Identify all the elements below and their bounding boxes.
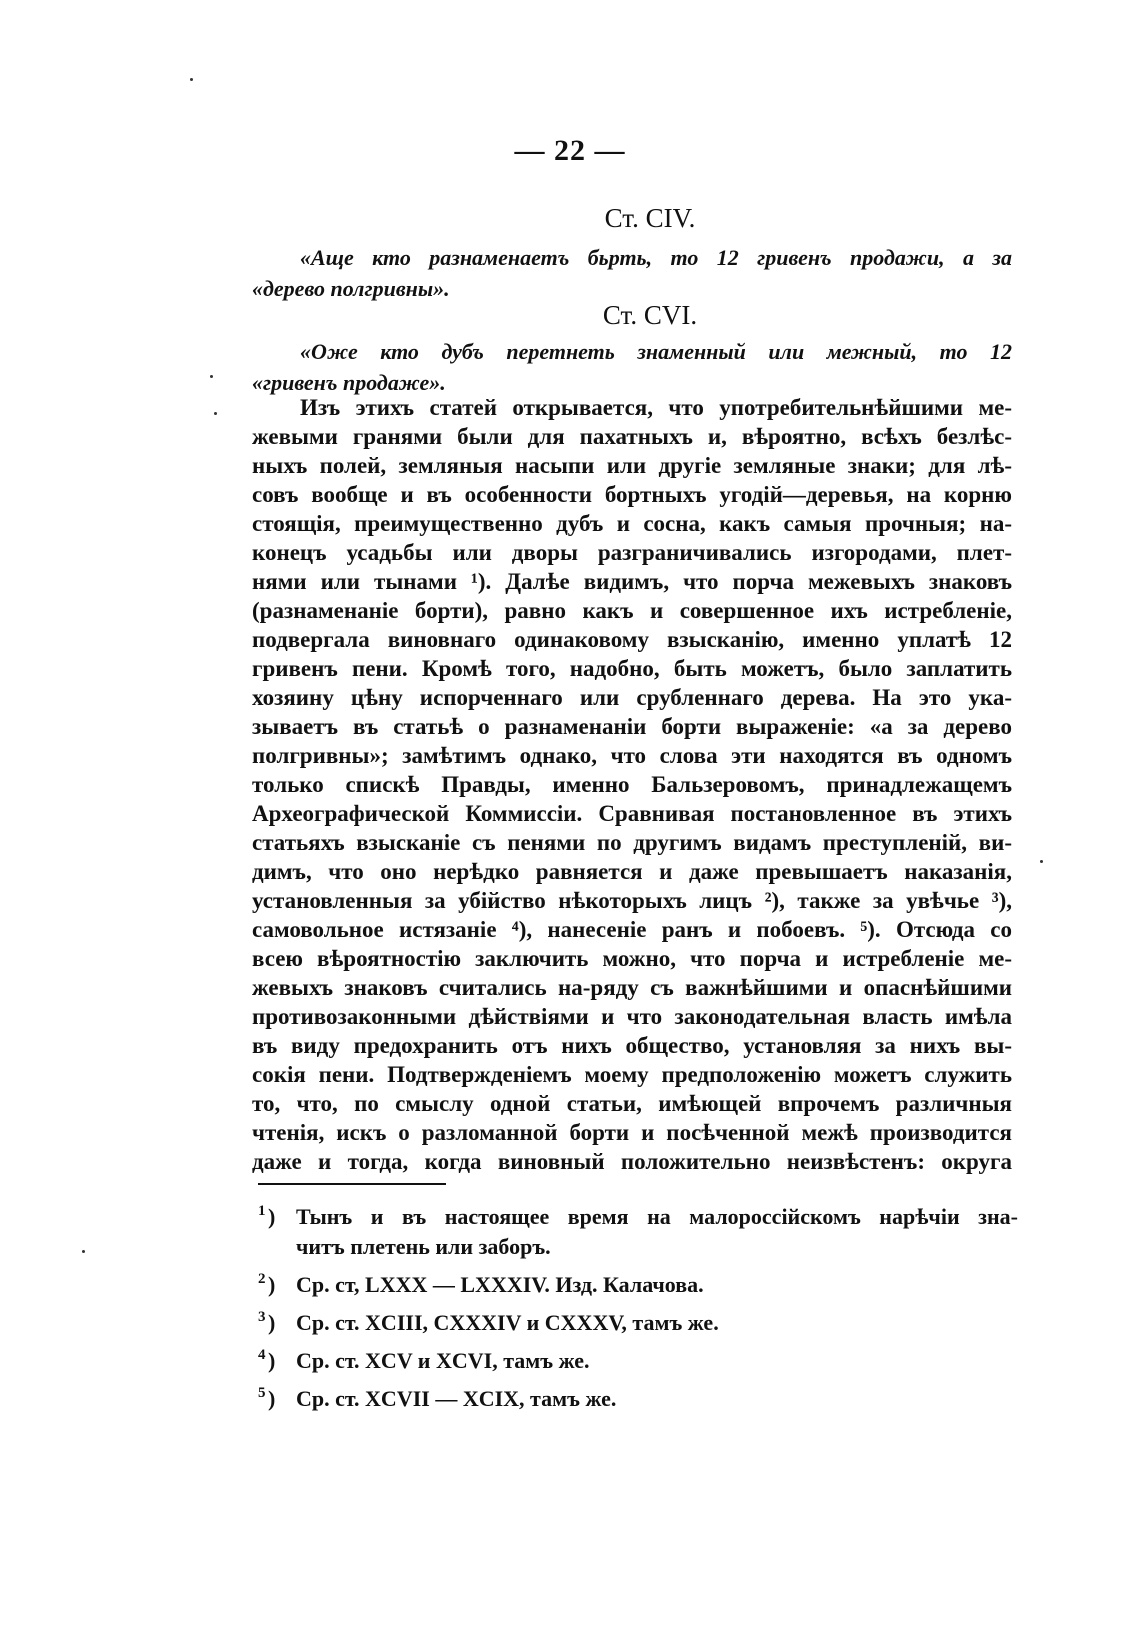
body-line: сокія пени. Подтвержденіемъ моему предположенію можетъ служить: [252, 1062, 1012, 1087]
body-line: статьяхъ взысканіе съ пенями по другимъ видамъ преступленій, ви-: [252, 830, 1012, 855]
body-line: хозяину цѣну испорченнаго или срубленнаго дерева. На это ука-: [252, 685, 1012, 710]
scan-speck: [190, 78, 193, 81]
quote-line: «Оже кто дубъ перетнеть знаменный или межный, то 12: [300, 339, 1012, 364]
footnote-mark: 1: [258, 1203, 266, 1219]
footnote-text: Ср. ст. XCIII, CXXXIV и CXXXV, тамъ же.: [296, 1310, 719, 1335]
body-line: установленныя за убійство нѣкоторыхъ лицъ ²), также за увѣчье ³),: [252, 888, 1012, 913]
body-line: Изъ этихъ статей открывается, что употребительнѣйшими ме-: [300, 395, 1012, 420]
footnote: 5 ) Ср. ст. XCVII — XCIX, тамъ же.: [258, 1384, 1018, 1414]
body-line: чтенія, искъ о разломанной борти и посѣченной межѣ производится: [252, 1120, 1012, 1145]
body-line: даже и тогда, когда виновный положительно неизвѣстенъ: округа: [252, 1149, 1012, 1174]
footnote-line: Тынъ и въ настоящее время на малороссійскомъ нарѣчіи зна-: [296, 1204, 1018, 1229]
body-line: конецъ усадьбы или дворы разграничивались изгородами, плет-: [252, 540, 1012, 565]
article-cvi-quote: [252, 336, 1012, 398]
body-line: совъ вообще и въ особенности бортныхъ угодій—деревья, на корню: [252, 482, 1012, 507]
body-line: только спискѣ Правды, именно Бальзеровомъ, принадлежащемъ: [252, 772, 1012, 797]
quote: [252, 336, 1012, 398]
quote-line: «гривенъ продаже».: [252, 370, 446, 395]
article-heading: Ст. CVI.: [602, 300, 698, 330]
body-paragraph: [252, 393, 1012, 1176]
article-heading: Ст. CIV.: [604, 203, 696, 233]
quote-line: «дерево полгривны».: [252, 276, 450, 301]
footnotes: [258, 1202, 1018, 1422]
body-line: зываетъ въ статьѣ о разнаменаніи борти выраженіе: «а за дерево: [252, 714, 1012, 739]
page-number: — 22 —: [514, 134, 626, 167]
footnote-text: Ср. ст, LXXX — LXXXIV. Изд. Калачова.: [296, 1272, 704, 1297]
footnote-line: читъ плетень или заборъ.: [296, 1234, 551, 1259]
article-cvi: [252, 300, 1012, 331]
body-line: полгривны»; замѣтимъ однако, что слова эти находятся въ одномъ: [252, 743, 1012, 768]
article-civ-quote: [252, 242, 1012, 304]
body-line: ныхъ полей, земляныя насыпи или другіе земляные знаки; для лѣ-: [252, 453, 1012, 478]
scan-speck: [1040, 860, 1043, 863]
quote: [252, 242, 1012, 304]
article-civ: [252, 203, 1012, 234]
body-line: всею вѣроятностію заключить можно, что порча и истребленіе ме-: [252, 946, 1012, 971]
body-line: димъ, что оно нерѣдко равняется и даже превышаетъ наказанія,: [252, 859, 1012, 884]
body-line: противозаконными дѣйствіями и что законодательная власть имѣла: [252, 1004, 1012, 1029]
footnote-text: Ср. ст. XCVII — XCIX, тамъ же.: [296, 1386, 617, 1411]
body-line: жевыхъ знаковъ считались на-ряду съ важнѣйшими и опаснѣйшими: [252, 975, 1012, 1000]
body-line: то, что, по смыслу одной статьи, имѣющей впрочемъ различныя: [252, 1091, 1012, 1116]
body-line: (разнаменаніе борти), равно какъ и совершенное ихъ истребленіе,: [252, 598, 1012, 623]
body-line: нями или тынами ¹). Далѣе видимъ, что порча межевыхъ знаковъ: [252, 569, 1012, 594]
footnote-mark: 5: [258, 1385, 266, 1401]
body-line: стоящія, преимущественно дубъ и сосна, какъ самыя прочныя; на-: [252, 511, 1012, 536]
body-line: Археографической Коммиссіи. Сравнивая постановленное въ этихъ: [252, 801, 1012, 826]
scan-speck: [214, 412, 217, 415]
body-line: гривенъ пени. Кромѣ того, надобно, быть можетъ, было заплатить: [252, 656, 1012, 681]
body-line: жевыми гранями были для пахатныхъ и, вѣроятно, всѣхъ безлѣс-: [252, 424, 1012, 449]
footnote-text: Ср. ст. XCV и XCVI, тамъ же.: [296, 1348, 590, 1373]
footnote-mark: 4: [258, 1347, 266, 1363]
footnote: 3 ) Ср. ст. XCIII, CXXXIV и CXXXV, тамъ же.: [258, 1308, 1018, 1338]
body-line: подвергала виновнаго одинаковому взысканію, именно уплатѣ 12: [252, 627, 1012, 652]
scan-speck: [82, 1250, 85, 1253]
footnote: 4 ) Ср. ст. XCV и XCVI, тамъ же.: [258, 1346, 1018, 1376]
body-line: въ виду предохранить отъ нихъ общество, установляя за нихъ вы-: [252, 1033, 1012, 1058]
footnote: 1 ) Тынъ и въ настоящее время на малороссійскомъ нарѣчіи зна- читъ плетень или заборъ.: [258, 1202, 1018, 1262]
footnote-mark: 3: [258, 1309, 266, 1325]
footnote-mark: 2: [258, 1271, 266, 1287]
footnote: 2 ) Ср. ст, LXXX — LXXXIV. Изд. Калачова.: [258, 1270, 1018, 1300]
body-line: самовольное истязаніе ⁴), нанесеніе ранъ и побоевъ. ⁵). Отсюда со: [252, 917, 1012, 942]
footnote-rule: [258, 1183, 446, 1185]
scan-speck: [210, 375, 213, 378]
quote-line: «Аще кто разнаменаетъ бьрть, то 12 гривенъ продажи, а за: [300, 245, 1012, 270]
